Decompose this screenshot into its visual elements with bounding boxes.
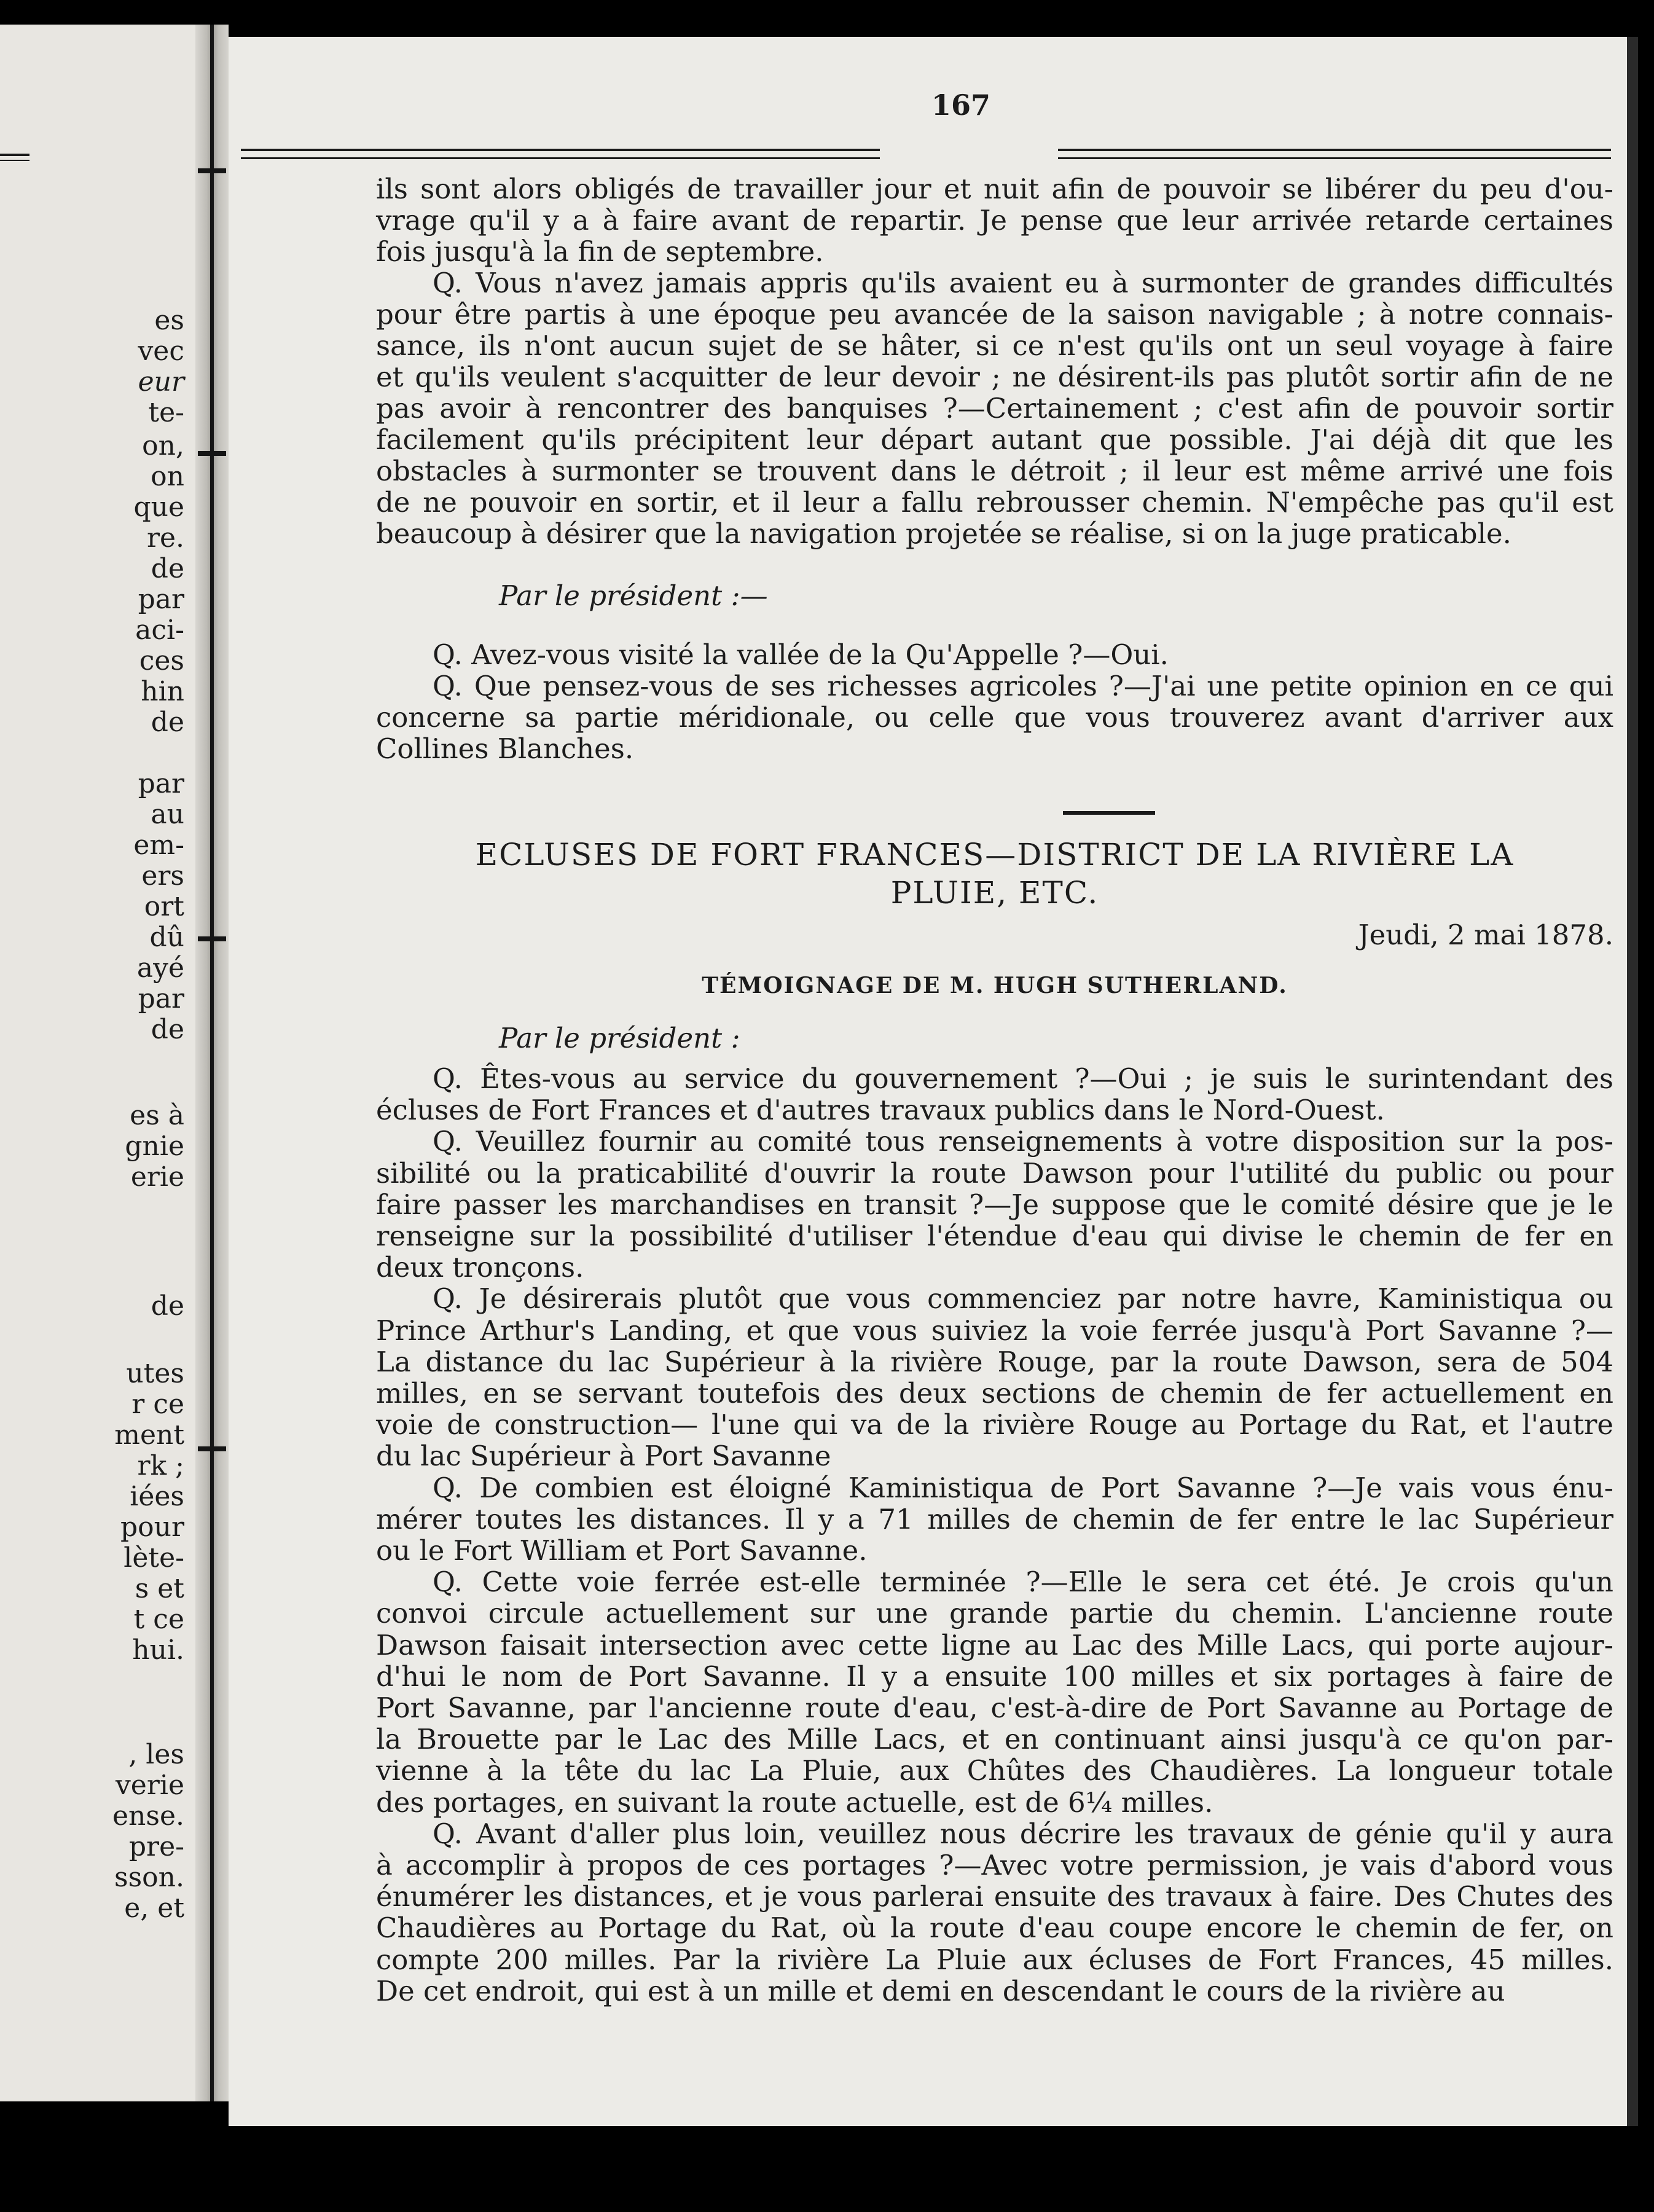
text-line: Collines Blanches. xyxy=(376,732,634,765)
header-rule-left xyxy=(241,149,880,159)
text-line: Q. Je désirerais plutôt que vous commenciez par notre havre, Kaministiqua ou xyxy=(433,1282,1613,1316)
text-line: Q. Cette voie ferrée est-elle terminée ?—Elle le sera cet été. Je crois qu'un xyxy=(433,1566,1613,1599)
left-page-fragment xyxy=(0,25,195,2101)
left-text-fragment: de xyxy=(151,707,184,738)
text-line: obstacles à surmonter se trouvent dans le détroit ; il leur est même arrivé une fois xyxy=(376,455,1613,487)
left-text-fragment: rk ; xyxy=(137,1450,184,1481)
text-line: Chaudières au Portage du Rat, où la route d'eau coupe encore le chemin de fer, on xyxy=(376,1912,1613,1945)
text-line: compte 200 milles. Par la rivière La Pluie aux écluses de Fort Frances, 45 milles. xyxy=(376,1943,1613,1976)
left-text-fragment: de xyxy=(151,553,184,584)
section-title-line-2: PLUIE, ETC. xyxy=(890,875,1099,911)
left-text-fragment: pour xyxy=(120,1512,184,1543)
text-line: de ne pouvoir en sortir, et il leur a fallu rebrousser chemin. N'empêche pas qu'il est xyxy=(376,486,1613,519)
left-text-fragment: eur xyxy=(138,366,184,398)
left-header-rule xyxy=(0,154,29,161)
left-text-fragment: gnie xyxy=(125,1131,184,1162)
text-line: vienne à la tête du lac La Pluie, aux Chûtes des Chaudières. La longueur totale xyxy=(376,1754,1613,1787)
header-rule-right xyxy=(1058,149,1611,159)
spine-tick xyxy=(198,1446,226,1451)
left-text-fragment: par xyxy=(138,983,184,1014)
spine-line xyxy=(210,25,214,2101)
testimony-date: Jeudi, 2 mai 1878. xyxy=(1358,919,1613,951)
left-text-fragment: de xyxy=(151,1014,184,1045)
text-line: milles, en se servant toutefois des deux sections de chemin de fer actuellement en xyxy=(376,1377,1613,1410)
section-title-line-1: ECLUSES DE FORT FRANCES—DISTRICT DE LA RIVIÈRE LA xyxy=(475,837,1515,873)
text-line: sance, ils n'ont aucun sujet de se hâter, si ce n'est qu'ils ont un seul voyage à faire xyxy=(376,329,1613,362)
left-text-fragment: erie xyxy=(130,1161,184,1193)
text-line: La distance du lac Supérieur à la rivière Rouge, par la route Dawson, sera de 504 xyxy=(376,1345,1613,1378)
left-text-fragment: de xyxy=(151,1290,184,1322)
text-line: De cet endroit, qui est à un mille et demi en descendant le cours de la rivière au xyxy=(376,1974,1505,2007)
spine-tick xyxy=(198,451,226,456)
left-text-fragment: , les xyxy=(128,1739,184,1770)
left-text-fragment: es xyxy=(154,305,184,336)
left-text-fragment: re. xyxy=(146,522,184,554)
text-line: Port Savanne, par l'ancienne route d'eau, c'est-à-dire de Port Savanne au Portage de xyxy=(376,1692,1613,1724)
text-line: pas avoir à rencontrer des banquises ?—Certainement ; c'est afin de pouvoir sortir xyxy=(376,392,1613,425)
left-text-fragment: dû xyxy=(149,922,184,953)
text-line: faire passer les marchandises en transit ?—Je suppose que le comité désire que je le xyxy=(376,1188,1613,1221)
text-line: à accomplir à propos de ces portages ?—Avec votre permission, je vais d'abord vous xyxy=(376,1849,1613,1881)
left-text-fragment: s et xyxy=(135,1573,184,1604)
left-text-fragment: t ce xyxy=(133,1604,184,1635)
text-line: Q. Avant d'aller plus loin, veuillez nous décrire les travaux de génie qu'il y aura xyxy=(433,1817,1613,1850)
text-line: Q. Avez-vous visité la vallée de la Qu'Appelle ?—Oui. xyxy=(433,638,1169,671)
left-text-fragment: utes xyxy=(126,1358,184,1389)
text-line: concerne sa partie méridionale, ou celle que vous trouverez avant d'arriver aux xyxy=(376,701,1613,734)
left-text-fragment: te- xyxy=(148,397,184,428)
text-line: la Brouette par le Lac des Mille Lacs, et en continuant ainsi jusqu'à ce qu'on par- xyxy=(376,1723,1613,1756)
text-line: Dawson faisait intersection avec cette ligne au Lac des Mille Lacs, qui porte aujour- xyxy=(376,1628,1613,1661)
testimony-heading: TÉMOIGNAGE DE M. HUGH SUTHERLAND. xyxy=(702,973,1288,998)
text-line: voie de construction— l'une qui va de la rivière Rouge au Portage du Rat, et l'autre xyxy=(376,1408,1613,1441)
left-text-fragment: ment xyxy=(114,1419,184,1451)
left-text-fragment: on xyxy=(151,461,184,492)
left-text-fragment: lète- xyxy=(123,1542,184,1574)
left-text-fragment: em- xyxy=(133,830,184,861)
text-line: vrage qu'il y a à faire avant de repartir. Je pense que leur arrivée retarde certaines xyxy=(376,204,1613,237)
left-text-fragment: ort xyxy=(144,891,184,922)
text-line: mérer toutes les distances. Il y a 71 milles de chemin de fer entre le lac Supérieur xyxy=(376,1502,1613,1535)
text-line: énumérer les distances, et je vous parlerai ensuite des travaux à faire. Des Chutes des xyxy=(376,1880,1613,1913)
left-text-fragment: vec xyxy=(138,335,184,367)
left-text-fragment: ayé xyxy=(136,952,184,984)
text-line: Q. Que pensez-vous de ses richesses agricoles ?—J'ai une petite opinion en ce qui xyxy=(433,670,1613,702)
left-text-fragment: par xyxy=(138,768,184,799)
left-text-fragment: pre- xyxy=(128,1831,184,1862)
text-line: Prince Arthur's Landing, et que vous suiviez la voie ferrée jusqu'à Port Savanne ?— xyxy=(376,1314,1613,1347)
by-president-heading: Par le président :— xyxy=(499,579,768,612)
page-edge-shadow xyxy=(1627,37,1638,2126)
left-text-fragment: ces xyxy=(139,645,184,677)
left-text-fragment: es à xyxy=(130,1100,184,1131)
text-line: Q. Veuillez fournir au comité tous renseignements à votre disposition sur la pos- xyxy=(433,1125,1613,1158)
left-text-fragment: r ce xyxy=(131,1389,184,1420)
left-text-fragment: ers xyxy=(141,860,184,892)
left-text-fragment: iées xyxy=(130,1481,184,1512)
text-line: pour être partis à une époque peu avancée de la saison navigable ; à notre connais- xyxy=(376,298,1613,331)
text-line: Q. Vous n'avez jamais appris qu'ils avaient eu à surmonter de grandes difficultés xyxy=(433,267,1613,299)
text-line: sibilité ou la praticabilité d'ouvrir la route Dawson pour l'utilité du public ou pour xyxy=(376,1156,1613,1190)
text-line: des portages, en suivant la route actuelle, est de 6¼ milles. xyxy=(376,1786,1213,1819)
left-text-fragment: ense. xyxy=(112,1800,184,1832)
text-line: facilement qu'ils précipitent leur départ autant que possible. J'ai déjà dit que les xyxy=(376,423,1613,456)
text-line: convoi circule actuellement sur une grande partie du chemin. L'ancienne route xyxy=(376,1597,1613,1630)
left-text-fragment: par xyxy=(138,584,184,615)
text-line: écluses de Fort Frances et d'autres travaux publics dans le Nord-Ouest. xyxy=(376,1094,1385,1127)
text-line: fois jusqu'à la fin de septembre. xyxy=(376,235,824,268)
page-number: 167 xyxy=(931,88,991,122)
text-line: ils sont alors obligés de travailler jour et nuit afin de pouvoir se libérer du peu d'ou- xyxy=(376,173,1613,205)
by-president-heading-2: Par le président : xyxy=(499,1022,740,1054)
text-line: beaucoup à désirer que la navigation projetée se réalise, si on la juge praticable. xyxy=(376,517,1511,550)
spine-tick xyxy=(198,936,226,941)
text-line: ou le Fort William et Port Savanne. xyxy=(376,1534,868,1567)
left-text-fragment: verie xyxy=(115,1770,184,1801)
left-text-fragment: hui. xyxy=(132,1634,184,1666)
text-line: Q. De combien est éloigné Kaministiqua de Port Savanne ?—Je vais vous énu- xyxy=(433,1471,1613,1504)
left-text-fragment: que xyxy=(133,492,184,523)
spine-tick xyxy=(198,168,226,173)
left-text-fragment: au xyxy=(151,799,184,830)
text-line: deux tronçons. xyxy=(376,1251,584,1284)
left-text-fragment: on, xyxy=(142,430,184,461)
text-line: et qu'ils veulent s'acquitter de leur devoir ; ne désirent-ils pas plutôt sortir afin de ne xyxy=(376,361,1613,393)
right-page xyxy=(229,37,1638,2126)
left-text-fragment: sson. xyxy=(114,1862,184,1893)
left-text-fragment: hin xyxy=(141,676,184,707)
text-line: du lac Supérieur à Port Savanne xyxy=(376,1440,831,1473)
left-text-fragment: aci- xyxy=(135,614,184,646)
text-line: renseigne sur la possibilité d'utiliser l'étendue d'eau qui divise le chemin de fer en xyxy=(376,1220,1613,1252)
text-line: Q. Êtes-vous au service du gouvernement ?—Oui ; je suis le surintendant des xyxy=(433,1062,1613,1095)
section-separator xyxy=(1063,811,1155,815)
left-text-fragment: e, et xyxy=(124,1892,184,1924)
text-line: d'hui le nom de Port Savanne. Il y a ensuite 100 milles et six portages à faire de xyxy=(376,1660,1613,1693)
